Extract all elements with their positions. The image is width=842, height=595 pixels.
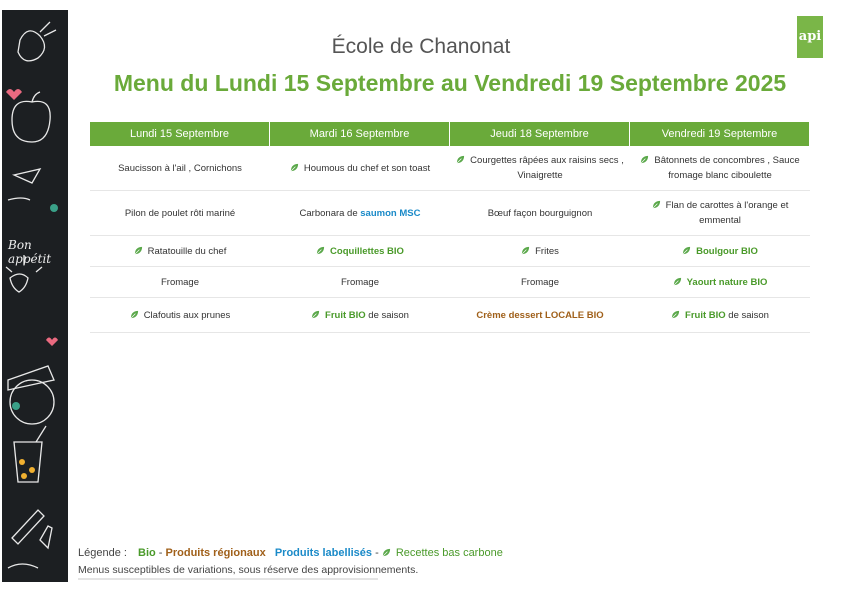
low-carbon-leaf-icon — [316, 246, 325, 255]
dish-text: Fruit BIO — [325, 309, 366, 321]
low-carbon-leaf-icon — [456, 155, 465, 164]
dish-text: Crème dessert LOCALE BIO — [476, 309, 604, 321]
low-carbon-leaf-icon — [134, 246, 143, 255]
legend-bio: Bio — [138, 547, 156, 559]
menu-row — [90, 146, 810, 191]
faint-footer-line — [78, 578, 378, 580]
menu-cell — [630, 236, 810, 266]
menu-row — [90, 191, 810, 236]
dish-text: Yaourt nature BIO — [686, 276, 768, 288]
dish-text: Courgettes râpées aux raisins secs , Vinaigrette — [470, 155, 624, 181]
dish-text: Boulgour BIO — [696, 245, 758, 257]
api-logo: api — [797, 16, 823, 58]
school-name: École de Chanonat — [331, 35, 511, 58]
menu-cell — [90, 191, 270, 235]
dish-text: de saison — [365, 309, 409, 321]
menu-row — [90, 267, 810, 298]
disclaimer-note: Menus susceptibles de variations, sous réserve des approvisionnements. — [78, 564, 419, 576]
menu-row — [90, 236, 810, 267]
menu-cell — [450, 191, 630, 235]
menu-cell — [270, 146, 450, 190]
bon-text: Bon — [8, 238, 32, 252]
menu-cell — [270, 236, 450, 266]
menu-cell — [270, 298, 450, 332]
legend-label: Légende : — [78, 547, 127, 559]
legend-separator-2: - — [372, 547, 382, 559]
dish-text: Houmous du chef et son toast — [303, 162, 431, 174]
legend-low-carbon: Recettes bas carbone — [395, 547, 503, 559]
dish-text: Fruit BIO — [685, 309, 726, 321]
legend-labelled: Produits labellisés — [274, 547, 373, 559]
dish-text: de saison — [725, 309, 769, 321]
menu-cell — [630, 298, 810, 332]
dish-text: Coquillettes BIO — [330, 245, 404, 257]
day-header: Vendredi 19 Septembre — [630, 122, 810, 146]
dish-text: Flan de carottes à l'orange et emmental — [665, 200, 789, 226]
dish-text: Fromage — [340, 276, 379, 288]
dish-text: Clafoutis aux prunes — [143, 309, 231, 321]
menu-cell — [450, 146, 630, 190]
menu-cell — [630, 146, 810, 190]
bon-appetit-text — [8, 238, 51, 266]
menu-cell — [630, 267, 810, 297]
appetit-text: appétit — [8, 252, 52, 266]
menu-cell — [270, 191, 450, 235]
menu-cell — [90, 267, 270, 297]
low-carbon-leaf-icon — [130, 310, 139, 319]
low-carbon-leaf-icon — [671, 310, 680, 319]
day-header: Jeudi 18 Septembre — [450, 122, 630, 146]
dish-text: saumon MSC — [360, 207, 421, 219]
dish-text: Ratatouille du chef — [147, 245, 227, 257]
dish-text: Bâtonnets de concombres , Sauce fromage blanc ciboulette — [654, 155, 800, 181]
menu-cell — [450, 236, 630, 266]
low-carbon-leaf-icon — [673, 277, 682, 286]
low-carbon-leaf-icon — [290, 163, 299, 172]
low-carbon-leaf-icon — [652, 200, 661, 209]
low-carbon-leaf-icon — [640, 155, 649, 164]
legend-regional: Produits régionaux — [165, 547, 266, 559]
low-carbon-leaf-icon — [311, 310, 320, 319]
page-title: Menu du Lundi 15 Septembre au Vendredi 19 Septembre 2025 — [113, 70, 787, 96]
day-header: Lundi 15 Septembre — [90, 122, 270, 146]
day-header-row — [90, 122, 810, 146]
dish-text: Frites — [535, 245, 559, 257]
menu-cell — [270, 267, 450, 297]
legend — [78, 547, 503, 559]
dish-text: Fromage — [160, 276, 199, 288]
menu-cell — [90, 236, 270, 266]
menu-rows — [90, 146, 810, 333]
low-carbon-leaf-icon — [521, 246, 530, 255]
dish-text: Fromage — [520, 276, 559, 288]
low-carbon-leaf-icon — [382, 548, 391, 557]
day-header: Mardi 16 Septembre — [270, 122, 450, 146]
menu-cell — [90, 298, 270, 332]
dish-text: Carbonara de — [299, 207, 361, 219]
menu-cell — [90, 146, 270, 190]
menu-cell — [450, 298, 630, 332]
legend-separator: - — [155, 547, 166, 559]
menu-row — [90, 298, 810, 333]
low-carbon-leaf-icon — [682, 246, 691, 255]
menu-table — [90, 122, 810, 333]
dish-text: Pilon de poulet rôti mariné — [124, 207, 236, 219]
menu-cell — [450, 267, 630, 297]
menu-cell — [630, 191, 810, 235]
dish-text: Bœuf façon bourguignon — [487, 207, 593, 219]
dish-text: Saucisson à l'ail , Cornichons — [118, 162, 242, 174]
